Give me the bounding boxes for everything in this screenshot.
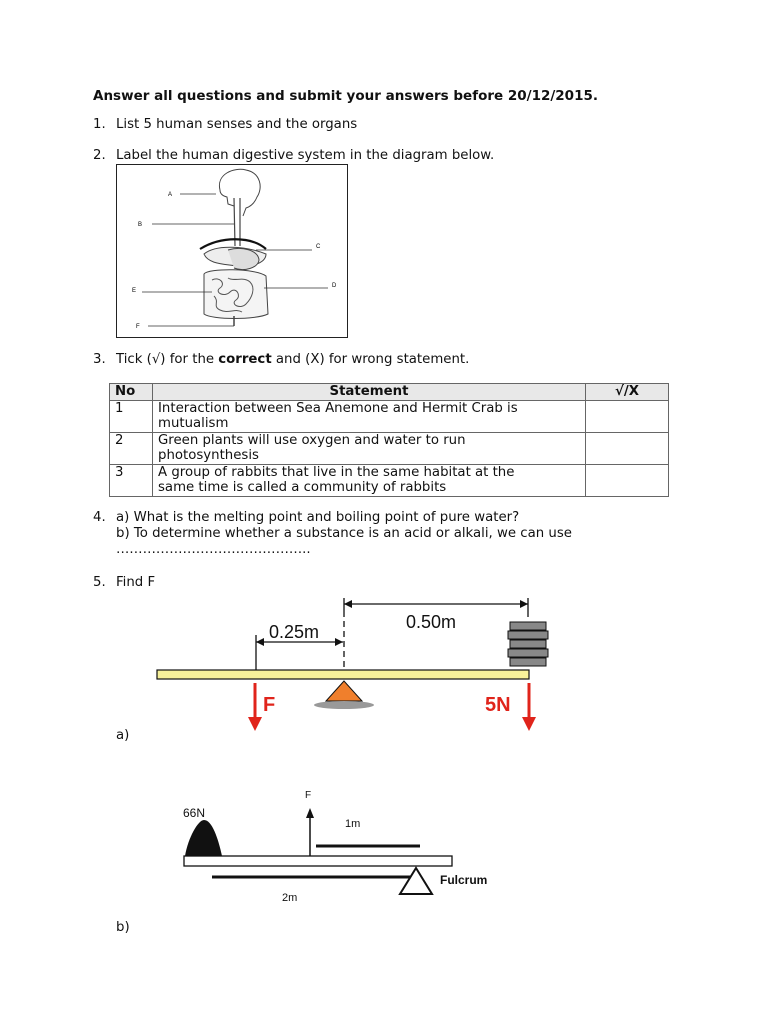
row-no: 1 — [110, 400, 153, 432]
q2-text: Label the human digestive system in the diagram below. — [116, 148, 495, 163]
table-row — [110, 464, 669, 496]
q3-text: Tick (√) for the correct and (X) for wrong statement. — [116, 352, 470, 367]
q4-number: 4. — [93, 510, 106, 525]
label-c: C — [316, 244, 321, 250]
row-no: 3 — [110, 464, 153, 496]
row-mark-cell[interactable] — [586, 432, 669, 464]
lever-diagram-a — [150, 595, 560, 740]
label-e: E — [132, 288, 137, 294]
q1-number: 1. — [93, 117, 106, 132]
fulcrum-triangle-b — [400, 868, 432, 894]
force-f-label-b: F — [305, 790, 312, 801]
lever-beam-b — [184, 856, 452, 866]
statement-table — [109, 383, 669, 497]
force-f-label: F — [263, 694, 276, 716]
q4-line-b: b) To determine whether a substance is an acid or alkali, we can use — [116, 526, 572, 541]
q4-answer-line: …………………………………….. — [116, 542, 311, 557]
dist-2m-label: 2m — [282, 892, 298, 904]
label-d: D — [332, 283, 337, 289]
label-b: B — [138, 222, 143, 228]
lever-beam — [157, 670, 529, 679]
dist-1m-label: 1m — [345, 818, 361, 830]
q2-number: 2. — [93, 148, 106, 163]
fulcrum-shadow — [314, 701, 374, 709]
force-5n-label: 5N — [485, 694, 511, 716]
fulcrum-triangle — [326, 681, 362, 701]
q5-text: Find F — [116, 575, 156, 590]
q5-number: 5. — [93, 575, 106, 590]
dist-left-label: 0.25m — [269, 622, 320, 642]
part-a-label: a) — [116, 728, 130, 743]
lever-diagram-b — [180, 780, 510, 910]
table-header-row — [110, 384, 669, 401]
table-row — [110, 400, 669, 432]
label-a: A — [168, 192, 173, 198]
large-intestine — [204, 270, 268, 319]
q1-text: List 5 human senses and the organs — [116, 117, 358, 132]
dist-right-label: 0.50m — [406, 612, 457, 632]
part-b-label: b) — [116, 920, 130, 935]
q3-number: 3. — [93, 352, 106, 367]
q4-line-a: a) What is the melting point and boiling point of pure water? — [116, 510, 520, 525]
row-mark-cell[interactable] — [586, 464, 669, 496]
load-label: 66N — [183, 806, 206, 820]
label-f: F — [136, 324, 140, 330]
header-mark: √/X — [586, 384, 669, 401]
row-mark-cell[interactable] — [586, 400, 669, 432]
digestive-system-diagram — [116, 164, 348, 338]
weight-stack — [508, 622, 548, 666]
row-statement: Green plants will use oxygen and water to run photosynthesis — [153, 432, 586, 464]
load-mound — [185, 820, 222, 856]
row-statement: A group of rabbits that live in the same habitat at the same time is called a community of rabbits — [153, 464, 586, 496]
fulcrum-label: Fulcrum — [440, 873, 488, 887]
header-statement: Statement — [153, 384, 586, 401]
header-no: No — [110, 384, 153, 401]
table-row — [110, 432, 669, 464]
row-statement: Interaction between Sea Anemone and Hermit Crab is mutualism — [153, 400, 586, 432]
row-no: 2 — [110, 432, 153, 464]
assignment-instruction: Answer all questions and submit your answers before 20/12/2015. — [93, 88, 598, 104]
